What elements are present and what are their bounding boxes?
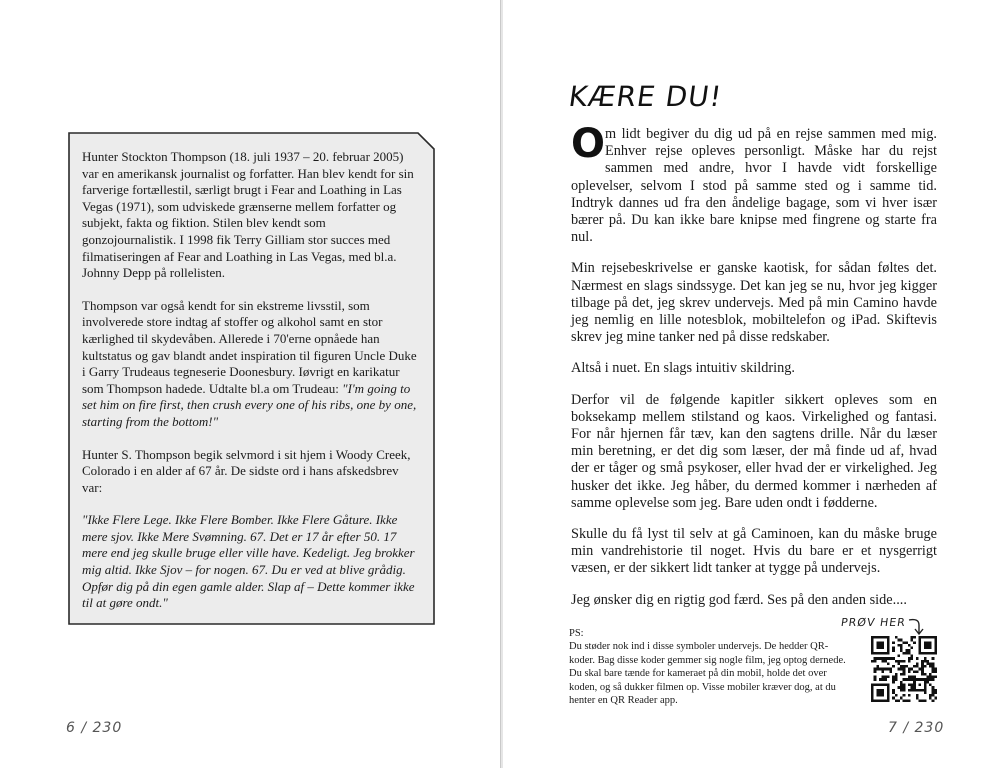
page-number-left: 6 / 230 xyxy=(66,720,123,736)
letter-paragraph-1 xyxy=(571,121,937,246)
letter-paragraph-4: Derfor vil de følgende kapitler sikkert opleves som en boksekamp mellem stilstand og kaos. Virkelighed og fantasi. For når hjernen får tæv, kan den sagtens drille. Når du læser min beretning, er det dig som læser, der må finde ud af, hvad der er tåger og små psykoser, eller hvad der er virkelighed. Jeg husker det ikke. Jeg håber, du dermed kommer i nærheden af samme oplevelse som jeg. Bare uden ondt i fødderne. xyxy=(571,391,937,511)
letter-body xyxy=(571,121,937,623)
letter-paragraph-1-text: m lidt begiver du dig ud på en rejse sammen med mig. Enhver rejse opleves personligt. Måske har du rejst sammen med andre, hvor I havde vidt forskellige oplevelser, selvom I stod på samme sted og i samme tid. Indtryk dannes ud fra den åndelige bagage, som vi hver især bærer på. Du kan ikke bare knipse med fingrene og starte fra nul. xyxy=(571,126,937,246)
letter-paragraph-3: Altså i nuet. En slags intuitiv skildring. xyxy=(571,360,795,377)
arrow-down-icon xyxy=(907,617,925,637)
ps-label: PS: xyxy=(569,628,584,639)
letter-paragraph-5: Skulle du få lyst til selv at gå Caminoen, kan du måske bruge min vandrehistorie til noget. Hvis du bare er et nysgerrigt væsen, er der sikkert lidt tanker at tygge på undervejs. xyxy=(571,526,937,577)
page-number-right: 7 / 230 xyxy=(888,720,945,736)
box-paragraph-2-quote: "I'm going to set him on fire first, then crush every one of his ribs, one by one, starting from the bottom!" xyxy=(82,380,417,429)
left-page xyxy=(0,0,500,768)
right-page xyxy=(503,0,1003,768)
box-content xyxy=(82,149,422,612)
box-paragraph-4-quote: "Ikke Flere Lege. Ikke Flere Bomber. Ikke Flere Gåture. Ikke mere sjov. Ikke Mere Svømning. 67. Det er 17 år efter 50. 17 mere end jeg skulle bruge eller ville have. Kedeligt. Jeg brokker mig altid. Ikke Sjov – for nogen. 67. Du er ved at blive grådig. Opfør dig på din egen gamle alder. Slap af – Dette kommer ikke til at gøre ondt." xyxy=(82,512,415,611)
qr-caption: PRØV HER xyxy=(840,616,907,629)
box-paragraph-2 xyxy=(82,298,422,431)
chapter-title-text: KÆRE DU! xyxy=(566,80,725,113)
letter-paragraph-2: Min rejsebeskrivelse er ganske kaotisk, for sådan føltes det. Nærmest en slags sindssyge. Det kan jeg se nu, hvor jeg kigger tilbage på det, jeg skrev undervejs. Med på min Camino havde jeg nemlig en lille notesblok, mobiltelefon og iPad. Skiftevis skrev jeg mine tanker ned på disse redskaber. xyxy=(571,260,937,346)
box-paragraph-4 xyxy=(82,512,422,612)
chapter-title xyxy=(566,80,769,116)
box-paragraph-2-text: Thompson var også kendt for sin ekstreme livsstil, som involverede store indtag af stoffer og alkohol samt en stor kærlighed til skydevåben. Allerede i 70'erne opnåede han kultstatus og gav blandt andet inspiration til figuren Uncle Duke i Garry Trudeaus tegneserie Doonesbury. Iøvrigt en karikatur som Thompson hadede. Udtalte bl.a om Trudeau: xyxy=(82,297,417,396)
ps-text: Du støder nok ind i disse symboler undervejs. De hedder QR-koder. Bag disse koder gemmer sig nogle film, jeg optog dernede. Du skal bare tænde for kameraet på din mobil, holde det over koden, og så dukker filmen op. Visse mobiler kræver dog, at du henter en QR Reader app. xyxy=(569,641,846,707)
box-paragraph-3: Hunter S. Thompson begik selvmord i sit hjem i Woody Creek, Colorado i en alder af 67 år. De sidste ord i hans afskedsbrev var: xyxy=(82,446,411,495)
biography-box xyxy=(68,132,435,625)
drop-cap: O xyxy=(571,121,606,167)
letter-paragraph-6: Jeg ønsker dig en rigtig god færd. Ses på den anden side.... xyxy=(571,591,907,608)
box-paragraph-1: Hunter Stockton Thompson (18. juli 1937 – 20. februar 2005) var en amerikansk journalist og forfatter. Han blev kendt for sin farverige fortællestil, særligt brugt i Fear and Loathing in Las Vegas (1971), som udviskede grænserne mellem forfatter og subjekt, fakta og fiktion. Stilen blev kendt som gonzojournalistik. I 1998 fik Terry Gilliam stor succes med filmatiseringen af Fear and Loathing in Las Vegas, med bl.a. Johnny Depp på rollelisten. xyxy=(82,149,414,281)
qr-code-icon[interactable] xyxy=(871,636,937,702)
ps-note xyxy=(569,627,849,707)
